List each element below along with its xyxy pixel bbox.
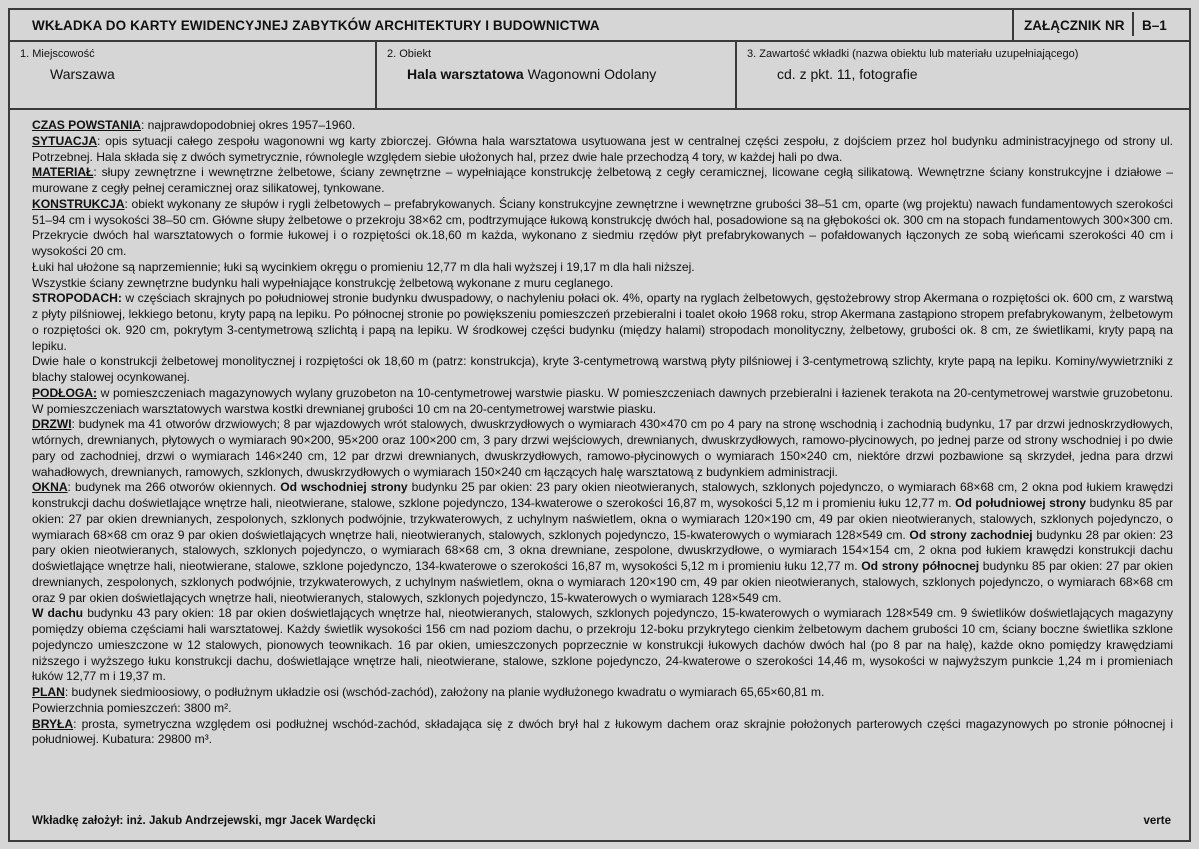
content-cell bbox=[735, 40, 1189, 108]
text-czas: : najprawdopodobniej okres 1957–1960. bbox=[141, 118, 356, 132]
text-drzwi: : budynek ma 41 otworów drzwiowych; 8 par wjazdowych wrót stalowych, dwuskrzydłowych o wymiarach 430×470 cm po 4 pary na stronę wschodnią i zachodnią budynku, 17 par drzwi jednoskrzydłowych, wtórnych, drewnianych, płytowych o wymiarach 90×200, 95×200 oraz 100×200 cm, 3 pary drzwi wejściowych, drewnianych, dwuskrzydłowych, ramowo-płycinowych, po jednej parze od strony wschodniej i po dwie pary od zachodniej, drzwi o wymiarach 146×240 cm, 12 par drzwi drewnianych, dwuskrzydłowych, ramowo-płycinowych o wymiarach 150×240 cm, niektóre drzwi pozbawione są skrzydeł, jedna para drzwi wahadłowych, drewnianych, ramowych, szklonych, dwuskrzydłowych o wymiarach 150×240 cm łączących halę warsztatową z budynkiem administracji. bbox=[32, 417, 1173, 479]
text-bryla: : prosta, symetryczna względem osi podłużnej wschód-zachód, składająca się z dwóch brył hal z łukowym dachem oraz skrajnie położonych parterowych części magazynowych po stronie północnej i południowej. Kubatura: 29800 m³. bbox=[32, 716, 1173, 747]
section-stropodach bbox=[32, 291, 1173, 354]
verte-label: verte bbox=[1143, 815, 1171, 827]
keyword-okna-poludnie: Od południowej strony bbox=[955, 496, 1086, 510]
form-sheet bbox=[8, 8, 1191, 842]
keyword-konstrukcja: KONSTRUKCJA bbox=[32, 196, 125, 211]
keyword-bryla: BRYŁA bbox=[32, 716, 74, 731]
text-sytuacja: : opis sytuacji całego zespołu wagonowni wg karty zbiorczej. Główna hala warsztatowa usytuowana jest w centralnej części zespołu, z dojściem przez hol budynku administracyjnego od strony ul. Potrzebnej. Hala składa się z dwóch symetrycznie, równolegle względem siebie ułożonych hal, przez dwie hale przechodzą 4 tory, w każdej hali po dwa. bbox=[32, 133, 1173, 164]
section-czas bbox=[32, 118, 1173, 134]
section-okna bbox=[32, 480, 1173, 606]
text-stropodach: w częściach skrajnych po południowej stronie budynku dwuspadowy, o nachyleniu połaci ok. 4%, oparty na ryglach żelbetowych, gęstożebrowy strop Akermana o rozpiętości ok. 600 cm, z warstwą z płyty pilśniowej, lekkiego betonu, kryty papą na lepiku. Po północnej stronie po powiększeniu pomieszczeń przebieralni i toalet około 1968 roku, strop Akermana zastąpiono stropem prefabrykowanym, żelbetowym o rozpiętości ok. 920 cm, pokrytym 3-centymetrową szlichtą i papą na lepiku. W środkowej części budynku (między halami) stropodach monolityczny, żelbetowy, grubości ok. 8 cm, ze świetlikami, kryty papą na lepiku. bbox=[32, 291, 1173, 353]
keyword-okna-zachod: Od strony zachodniej bbox=[909, 527, 1033, 542]
object-cell bbox=[375, 40, 735, 108]
keyword-plan: PLAN bbox=[32, 685, 65, 699]
keyword-okna: OKNA bbox=[32, 480, 68, 495]
text-plan-2: Powierzchnia pomieszczeń: 3800 m². bbox=[32, 700, 232, 715]
keyword-sytuacja: SYTUACJA bbox=[32, 133, 98, 148]
object-value-bold: Hala warsztatowa bbox=[407, 66, 524, 82]
content-value: cd. z pkt. 11, fotografie bbox=[777, 66, 918, 82]
keyword-okna-polnoc: Od strony północnej bbox=[861, 559, 980, 573]
keyword-dach: W dachu bbox=[32, 606, 84, 621]
text-konstrukcja-2: Łuki hal ułożone są naprzemiennie; łuki są wycinkiem okręgu o promieniu 12,77 m dla hali wyższej i 19,17 m dla hali niższej. bbox=[32, 259, 695, 274]
section-bryla bbox=[32, 717, 1173, 749]
text-stropodach-2: Dwie hale o konstrukcji żelbetowej monolitycznej i rozpiętości ok 18,60 m (patrz: konstrukcja), kryte 3-centymetrową warstwą płyty pilśniowej i 3-centymetrową szlichty, kryte papą na lepiku. Kominy/wywietrzniki z blachy stalowej ocynkowanej. bbox=[32, 354, 1173, 384]
section-plan bbox=[32, 685, 1173, 701]
text-konstrukcja: : obiekt wykonany ze słupów i rygli żelbetowych – prefabrykowanych. Ściany konstrukcyjne zewnętrzne i wewnętrzne grubości 38–51 cm, oparte (wg projektu) nawach fundamentowych szerokości 51–94 cm i wysokości 38–50 cm. Główne słupy żelbetowe o przekroju 38×62 cm, podtrzymujące łukową konstrukcję dwóch hal, posadowione są na głębokości ok. 300 cm na stopach fundamentowych 300×300 cm. Przekrycie dwóch hal warsztatowych o formie łukowej i o rozpiętości ok.18,60 m każda, wykonano z siedmiu rzędów płyt prefabrykowanych – pofałdowanych łączonych ze sobą wieńcami szerokości 40 cm i wysokości 20 cm. bbox=[32, 196, 1173, 258]
form-header bbox=[10, 10, 1189, 42]
text-okna-intro: : budynek ma 266 otworów okiennych. bbox=[67, 480, 281, 495]
keyword-okna-wschod: Od wschodniej strony bbox=[280, 480, 408, 495]
object-value bbox=[407, 66, 656, 82]
annex-divider bbox=[1132, 12, 1134, 36]
object-value-rest: Wagonowni Odolany bbox=[523, 66, 657, 82]
locality-value: Warszawa bbox=[50, 66, 115, 82]
form-title: WKŁADKA DO KARTY EWIDENCYJNEJ ZABYTKÓW ARCHITEKTURY I BUDOWNICTWA bbox=[32, 18, 600, 33]
locality-cell bbox=[10, 40, 375, 108]
text-okna-poludnie: budynku 85 par okien: 27 par okien drewnianych, zespolonych, szklonych podwójnie, trzykwaterowych, z uchylnym naświetlem, okna o wymiarach 120×190 cm, 49 par okien nieotwieranych, stalowych, szklonych pojedynczo, o wymiarach 68×68 cm oraz 9 par okien doświetlających wnętrze hali, nieotwieranych, stalowych, szklonych pojedynczo, 15-kwaterowych o wymiarach 128×549 cm. bbox=[32, 496, 1173, 542]
section-material bbox=[32, 165, 1173, 197]
section-dach bbox=[32, 606, 1173, 685]
text-material: : słupy zewnętrzne i wewnętrzne żelbetowe, ściany zewnętrzne – wypełniające konstrukcję żelbetową z cegły ceramicznej, licowane cegłą silikatową. Wewnętrzne ściany konstrukcyjne i działowe – murowane z cegły pełnej ceramicznej oraz silikatowej, tynkowane. bbox=[32, 165, 1173, 195]
keyword-podloga: PODŁOGA: bbox=[32, 385, 98, 400]
text-podloga: w pomieszczeniach magazynowych wylany gruzobeton na 10-centymetrowej warstwie piasku. W pomieszczeniach dawnych przebieralni i łazienek terakota na 20-centymetrowej warstwie gruzobetonu. W pomieszczeniach warsztatowych warstwa kostki drewnianej grubości 10 cm na 20-centymetrowej warstwie piasku. bbox=[32, 385, 1173, 416]
keyword-material: MATERIAŁ bbox=[32, 165, 94, 180]
description-body bbox=[32, 118, 1173, 748]
annex-box bbox=[1012, 10, 1189, 40]
keyword-czas: CZAS POWSTANIA bbox=[32, 118, 142, 132]
annex-number: B–1 bbox=[1142, 18, 1167, 33]
section-sytuacja bbox=[32, 134, 1173, 166]
text-okna-wschod: budynku 25 par okien: 23 pary okien nieotwieranych, stalowych, szklonych pojedynczo, o wymiarach 68×68 cm, 2 okna pod łukiem krawędzi konstrukcji dachu doświetlające wnętrze hali, nieotwierane, stalowe, szklone pojedynczo, 134-kwaterowe o szerokości 16,87 m, wysokości 5,12 m i promieniu łuku 12,77 m. bbox=[32, 480, 1173, 510]
object-label: 2. Obiekt bbox=[387, 48, 432, 60]
fields-row bbox=[10, 40, 1189, 110]
section-konstrukcja bbox=[32, 197, 1173, 260]
locality-label: 1. Miejscowość bbox=[20, 48, 95, 60]
author-line: Wkładkę założył: inż. Jakub Andrzejewski, mgr Jacek Wardęcki bbox=[32, 815, 376, 827]
text-dach: budynku 43 pary okien: 18 par okien doświetlających wnętrze hal, nieotwieranych, stalowych, szklonych pojedynczo, 15-kwaterowych o wymiarach 128×549 cm. 9 świetlików doświetlających magazyny pomiędzy obiema częściami hali warsztatowej. Każdy świetlik wysokości 156 cm nad poziom dachu, o przekroju 12-boku przykrytego cienkim żelbetowym dachem grubości 10 cm, ściany boczne świetlika szklone pojedynczo umieszczone w 12 stalowych, pionowych teownikach. 16 par okien, umieszczonych poprzecznie w konstrukcji łukowych dachów dwóch hal (po 8 par na halę), każde okno pomiędzy krawędziami niższego i wyższego łuku konstrukcji dachu, doświetlające wnętrze hali, nieotwierane, stalowe, szklone pojedynczo, 24-kwaterowe o szerokości 14,46 m, wysokości w najwyższym punkcie 1,24 m i promieniach łuków 12,77 m i 19,37 m. bbox=[32, 606, 1174, 684]
text-konstrukcja-3: Wszystkie ściany zewnętrzne budynku hali wypełniające konstrukcję żelbetową wykonane z muru ceglanego. bbox=[32, 275, 614, 290]
keyword-drzwi: DRZWI bbox=[32, 417, 72, 432]
text-okna-zachod: budynku 28 par okien: 23 pary okien nieotwieranych, stalowych, szklonych pojedynczo, o wymiarach 68×68 cm, 3 okna drewniane, zespolone, dwuskrzydłowe, o wymiarach 154×154 cm, 2 okna pod łukiem krawędzi konstrukcji dachu doświetlające wnętrze hali, nieotwierane, stalowe, szklone pojedynczo, 134-kwaterowe o szerokości 16,87 m, wysokości 5,12 m i promieniu łuku 12,77 m. bbox=[32, 527, 1174, 573]
text-plan: : budynek siedmioosiowy, o podłużnym układzie osi (wschód-zachód), założony na planie wydłużonego kwadratu o wymiarach 65,65×60,81 m. bbox=[64, 685, 825, 699]
text-okna-polnoc: budynku 85 par okien: 27 par okien drewnianych, zespolonych, szklonych podwójnie, trzykwaterowych, z uchylnym naświetlem, okna o wymiarach 120×190 cm, 49 par okien nieotwieranych, stalowych, szklonych pojedynczo, o wymiarach 68×68 cm oraz 9 par okien doświetlających wnętrze hali, nieotwieranych, stalowych, szklonych pojedynczo, 15-kwaterowych o wymiarach 128×549 cm. bbox=[32, 559, 1173, 605]
keyword-stropodach: STROPODACH: bbox=[32, 291, 122, 306]
section-podloga bbox=[32, 386, 1173, 418]
annex-label: ZAŁĄCZNIK NR bbox=[1024, 18, 1125, 33]
section-drzwi bbox=[32, 417, 1173, 480]
content-label: 3. Zawartość wkładki (nazwa obiektu lub materiału uzupełniającego) bbox=[747, 48, 1079, 60]
